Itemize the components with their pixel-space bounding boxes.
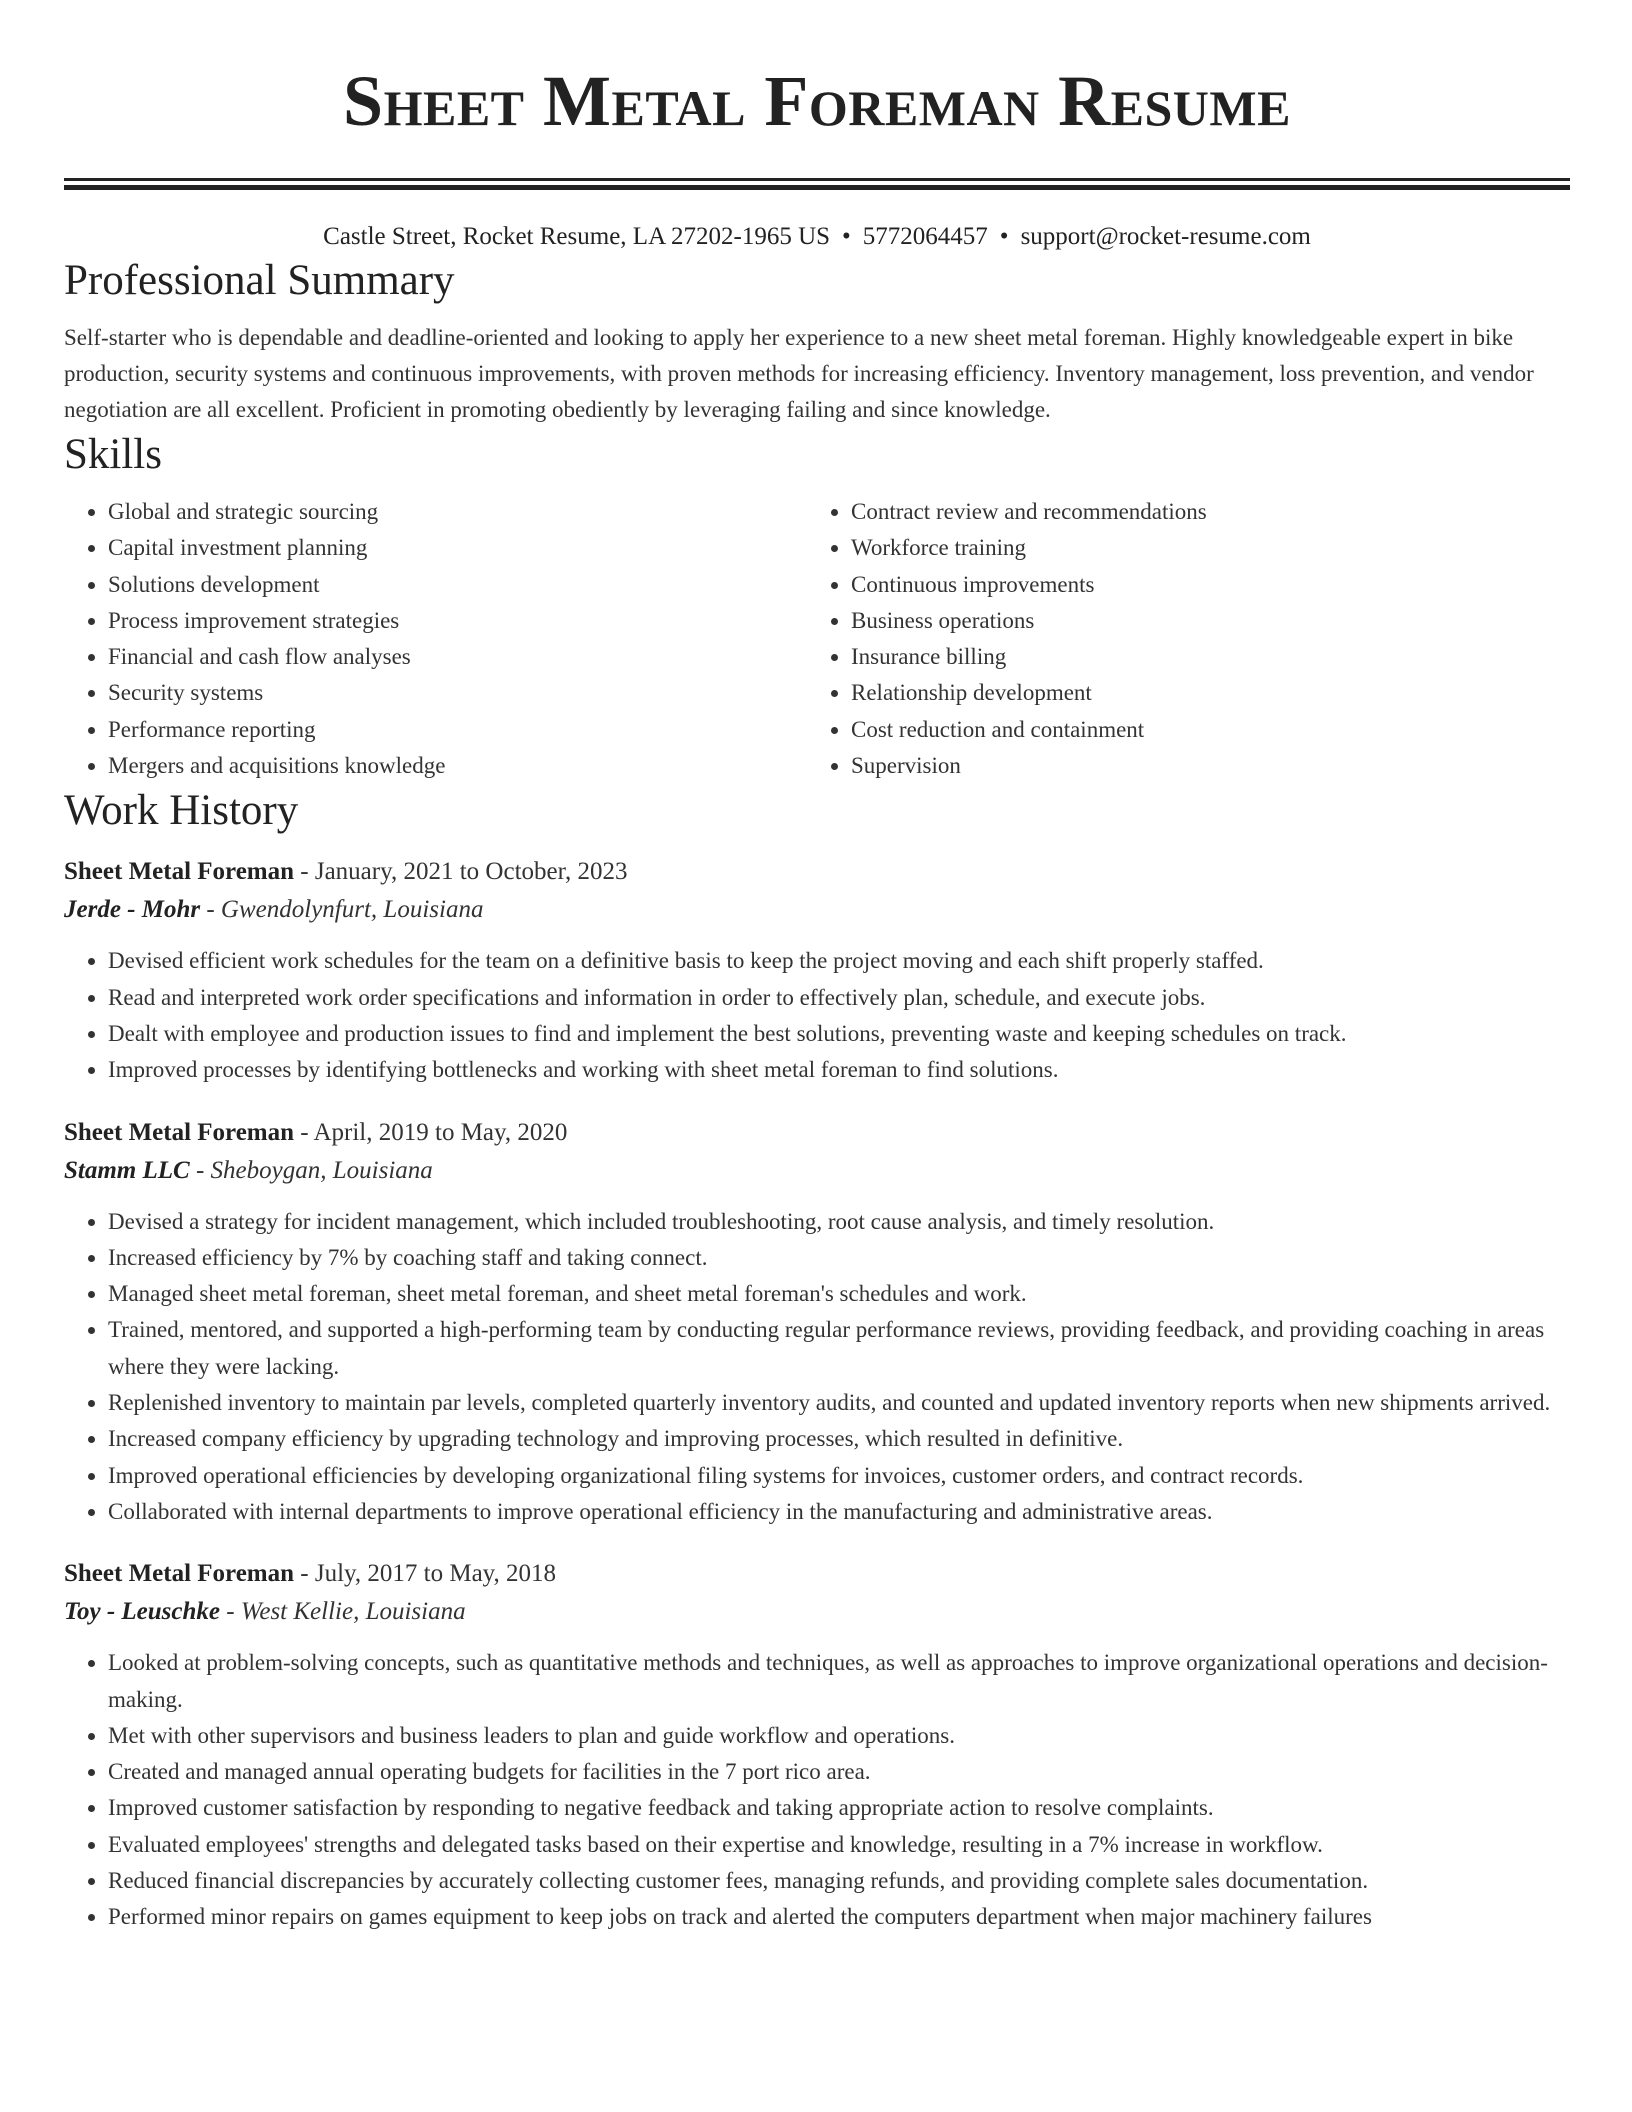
skill-item: • Contract review and recommendations [851, 494, 1550, 530]
skill-item: • Insurance billing [851, 639, 1550, 675]
job-bullets [64, 1204, 1570, 1531]
job-title: Sheet Metal Foreman [64, 1560, 295, 1588]
job-location: - Gwendolynfurt, Louisiana [200, 896, 484, 924]
skill-item: • Solutions development [108, 567, 807, 603]
job-bullet: • Evaluated employees' strengths and delegated tasks based on their expertise and knowledge, resulting in a 7% increase in workflow. [108, 1827, 1570, 1863]
contact-phone: 5772064457 [862, 223, 988, 250]
job-company: Toy - Leuschke [64, 1598, 220, 1626]
job-entry [64, 1554, 1570, 1935]
job-employer [64, 1152, 1570, 1190]
job-bullets [64, 943, 1570, 1088]
job-bullet: • Reduced financial discrepancies by accurately collecting customer fees, managing refunds, and providing complete sales documentation. [108, 1863, 1570, 1899]
job-company: Stamm LLC [64, 1156, 190, 1184]
job-header [64, 1554, 1570, 1593]
job-bullets [64, 1645, 1570, 1935]
job-bullet: • Read and interpreted work order specifications and information in order to effectively plan, schedule, and execute jobs. [108, 980, 1570, 1016]
job-bullet: • Improved customer satisfaction by responding to negative feedback and taking appropriate action to resolve complaints. [108, 1790, 1570, 1826]
job-bullet: • Trained, mentored, and supported a high-performing team by conducting regular performance reviews, providing feedback, and providing coaching in areas where they were lacking. [108, 1312, 1570, 1385]
job-bullet: • Performed minor repairs on games equipment to keep jobs on track and alerted the computers department when major machinery failures [108, 1899, 1570, 1935]
skills-heading: Skills [64, 431, 162, 478]
job-dates: - July, 2017 to May, 2018 [294, 1560, 557, 1588]
resume-page [64, 0, 1570, 1936]
skill-item: • Workforce training [851, 530, 1550, 566]
job-bullet: • Created and managed annual operating budgets for facilities in the 7 port rico area. [108, 1754, 1570, 1790]
job-bullet: • Improved operational efficiencies by developing organizational filing systems for invoices, customer orders, and contract records. [108, 1458, 1570, 1494]
skill-item: • Capital investment planning [108, 530, 807, 566]
skills-column-right [807, 494, 1550, 784]
contact-separator: • [842, 223, 851, 250]
skill-item: • Supervision [851, 748, 1550, 784]
job-header [64, 852, 1570, 891]
job-title: Sheet Metal Foreman [64, 858, 295, 886]
skill-item: • Global and strategic sourcing [108, 494, 807, 530]
contact-address: Castle Street, Rocket Resume, LA 27202-1965 US [323, 223, 831, 250]
job-entry [64, 852, 1570, 1088]
job-bullet: • Collaborated with internal departments to improve operational efficiency in the manufacturing and administrative areas. [108, 1494, 1570, 1530]
job-bullet: • Improved processes by identifying bottlenecks and working with sheet metal foreman to find solutions. [108, 1052, 1570, 1088]
skill-item: • Financial and cash flow analyses [108, 639, 807, 675]
summary-text: Self-starter who is dependable and deadline-oriented and looking to apply her experience to a new sheet metal foreman. Highly knowledgeable expert in bike production, security systems and continuous improvements, with proven methods for increasing efficiency. Inventory management, loss prevention, and vendor negotiation are all excellent. Proficient in promoting obediently by leveraging failing and since knowledge. [64, 325, 1534, 422]
title-divider [64, 178, 1570, 190]
job-dates: - April, 2019 to May, 2020 [294, 1118, 568, 1146]
contact-separator: • [999, 223, 1009, 250]
skills-list [64, 494, 1570, 784]
job-title: Sheet Metal Foreman [64, 1118, 295, 1146]
job-bullet: • Increased company efficiency by upgrading technology and improving processes, which resulted in definitive. [108, 1421, 1570, 1457]
resume-title: Sheet Metal Foreman Resume [343, 61, 1291, 141]
job-bullet: • Devised a strategy for incident management, which included troubleshooting, root cause analysis, and timely resolution. [108, 1204, 1570, 1240]
job-employer [64, 1593, 1570, 1631]
job-bullet: • Looked at problem-solving concepts, such as quantitative methods and techniques, as well as approaches to improve organizational operations and decision-making. [108, 1645, 1570, 1718]
skill-item: • Cost reduction and containment [851, 712, 1550, 748]
job-dates: - January, 2021 to October, 2023 [294, 858, 628, 886]
skill-item: • Performance reporting [108, 712, 807, 748]
skill-item: • Security systems [108, 675, 807, 711]
job-employer [64, 891, 1570, 929]
job-header [64, 1113, 1570, 1152]
job-bullet: • Dealt with employee and production issues to find and implement the best solutions, preventing waste and keeping schedules on track. [108, 1016, 1570, 1052]
contact-line [64, 220, 1570, 254]
skill-item: • Process improvement strategies [108, 603, 807, 639]
contact-email[interactable]: support@rocket-resume.com [1020, 223, 1311, 250]
job-bullet: • Increased efficiency by 7% by coaching staff and taking connect. [108, 1240, 1570, 1276]
job-location: - West Kellie, Louisiana [220, 1598, 466, 1626]
job-company: Jerde - Mohr [64, 896, 201, 924]
job-bullet: • Managed sheet metal foreman, sheet metal foreman, and sheet metal foreman's schedules and work. [108, 1276, 1570, 1312]
skill-item: • Continuous improvements [851, 567, 1550, 603]
job-location: - Sheboygan, Louisiana [189, 1156, 433, 1184]
job-bullet: • Devised efficient work schedules for the team on a definitive basis to keep the project moving and each shift properly staffed. [108, 943, 1570, 979]
skill-item: • Business operations [851, 603, 1550, 639]
summary-heading: Professional Summary [64, 257, 455, 304]
skill-item: • Relationship development [851, 675, 1550, 711]
work-history-heading: Work History [64, 787, 299, 835]
skills-column-left [64, 494, 807, 784]
skill-item: • Mergers and acquisitions knowledge [108, 748, 807, 784]
job-entry [64, 1113, 1570, 1531]
job-bullet: • Replenished inventory to maintain par levels, completed quarterly inventory audits, and counted and updated inventory reports when new shipments arrived. [108, 1385, 1570, 1421]
work-history-list [64, 852, 1570, 1935]
job-bullet: • Met with other supervisors and business leaders to plan and guide workflow and operations. [108, 1718, 1570, 1754]
